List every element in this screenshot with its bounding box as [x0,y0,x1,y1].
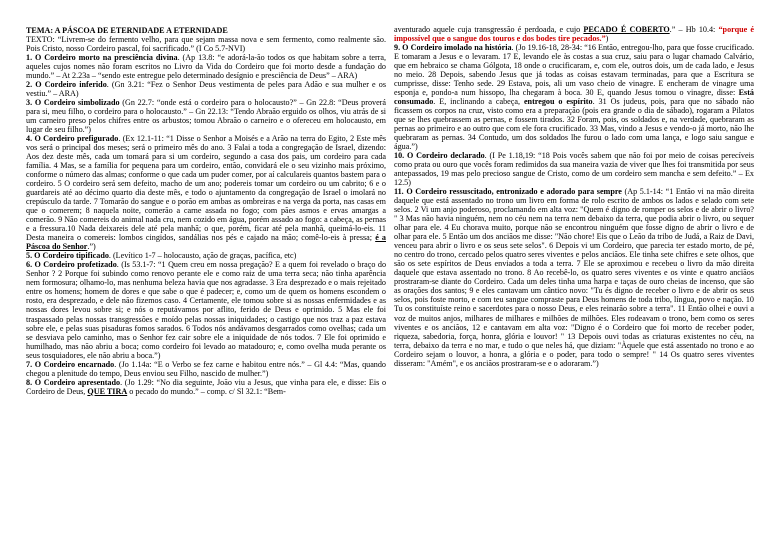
point-7 [26,360,386,378]
point-5 [26,251,386,260]
point-body: . (Ap 13.8: “e adorá-la-ão todos os que habitam sobre a terra, aqueles cujos nomes não foram escritos no Livro da Vida do Cordeiro que foi morto desde a fundação do mundo.” – At 2.23a – “sendo este entregue pelo determinado desígnio e presciência de Deus” – ARA) [26,53,386,81]
point-mid: . E, inclinando a cabeça, [433,97,524,107]
continuation-text: aventurado aquele cuja transgressão é perdoada, e cujo [394,25,584,34]
point-6 [26,260,386,359]
point-body: . (I Pe 1.18,19: “18 Pois vocês sabem que não foi por meio de coisas perecíveis como prata ou ouro que vocês foram redimidos da sua maneira vazia de viver que lhes foi transmitida por seus antepassados, 19 mas pelo precioso sangue de Cristo, como de um cordeiro sem mancha e sem defeito.” – Ex 12.5) [394,151,755,188]
point-emphasis-2: entregou o espírito [523,97,593,107]
point-1 [26,53,386,80]
continuation-emphasis: PECADO É COBERTO [583,25,670,34]
point-body: (Ap 5.1-14: “1 Então vi na mão direita daquele que está assentado no trono um livro em forma de rolo escrito de ambos os lados e selado com sete selos. 2 Vi um anjo poderoso, proclamando em alta voz: "Quem é digno de romper os selos e de abrir o livro? " 3 Mas não havia ninguém, nem no céu nem na terra nem debaixo da terra, que podia abrir o livro, ou sequer olhar para ele. 4 Eu chorava muito, porque não se encontrou ninguém que fosse digno de abrir o livro e de olhar para ele. 5 Então um dos anciãos me disse: "Não chore! Eis que o Leão da tribo de Judá, a Raiz de Davi, venceu para abrir o livro e os seus sete selos". 6 Depois vi um Cordeiro, que parecia ter estado morto, de pé, no centro do trono, cercado pelos quatro seres viventes e pelos anciãos. Ele tinha sete chifres e sete olhos, que são os sete espíritos de Deus enviados a toda a terra. 7 Ele se aproximou e recebeu o livro da mão direita daquele que estava assentado no trono. 8 Ao recebê-lo, os quatro seres viventes e os vinte e quatro anciãos prostraram-se diante do Cordeiro. Cada um deles tinha uma harpa e taças de ouro cheias de incenso, que são as orações dos santos; 9 e eles cantavam um cântico novo: "Tu és digno de receber o livro e de abrir os seus selos, pois foste morto, e com teu sangue compraste para Deus homens de toda tribo, língua, povo e nação. 10 Tu os constituíste reino e sacerdotes para o nosso Deus, e eles reinarão sobre a terra". 11 Então olhei e ouvi a voz de muitos anjos, milhares de milhares e milhões de milhões. Eles rodeavam o trono, bem como os seres viventes e os anciãos, 12 e cantavam em alta voz: "Digno é o Cordeiro que foi morto de receber poder, riqueza, sabedoria, força, honra, glória e louvor! " 13 Depois ouvi todas as criaturas existentes no céu, na terra, debaixo da terra e no mar, e tudo o que neles há, que diziam: "Àquele que está assentado no trono e ao Cordeiro sejam o louvor, a honra, a glória e o poder, para todo o sempre! " 14 Os quatro seres viventes disseram: "Amém", e os anciãos prostraram-se e o adoraram.”) [394,187,755,368]
point-heading: 3. O Cordeiro simbolizado [26,98,120,108]
point-tail: o pecado do mundo.” – comp. c/ Sl 32.1: “Bem- [127,386,286,396]
point-9 [394,43,754,151]
point-body: . (Jo 19.16-18, 28-34: “16 Então, entregou-lho, para que fosse crucificado. E tomaram a Jesus e o levaram. 17 E, levando ele às costas a sua cruz, saiu para o lugar chamado Calvário, que em hebraico se chama Gólgota, 18 onde o crucificaram, e, com ele, outros dois, um de cada lado, e Jesus no meio. 28 Depois, sabendo Jesus que já todas as coisas estavam terminadas, para que a Escritura se cumprisse, disse: Tenho sede. 29 Estava, pois, ali um vaso cheio de vinagre. E encheram de vinagre uma esponja e, pondo-a num hissopo, lha chegaram à boca. 30 E, quando Jesus tomou o vinagre, disse: [394,43,754,98]
point-heading: 7. O Cordeiro encarnado [26,359,115,369]
point-emphasis: QUE TIRA [87,386,128,396]
sermon-text: TEXTO: “Livrem-se do fermento velho, para que sejam massa nova e sem fermento, como realmente são. Pois Cristo, nosso Cordeiro pascal, foi sacrificado.” (I Co 5.7-NVI) [26,35,386,54]
point-body: . (Jo 1.29: “No dia seguinte, João viu a Jesus, que vinha para ele, e disse: Eis o Cordeiro de Deus, [26,377,387,396]
point-emphasis: é a Páscoa do Senhor [26,233,386,252]
point-emphasis: Está consumado [394,88,754,107]
point-11 [394,187,754,367]
point-3 [26,98,386,134]
left-column [26,26,386,396]
point-4 [26,134,386,251]
point-heading: 6. O Cordeiro profetizado [26,260,117,270]
point-body: . (Levítico 1-7 – holocausto, ação de graças, pacífica, etc) [108,251,297,261]
sermon-title: TEMA: A PÁSCOA DE ETERNIDADE A ETERNIDADE [26,26,228,35]
right-column [394,25,754,368]
point-heading: 1. O Cordeiro morto na presciência divina [26,53,178,63]
point-body: . (Jo 1.14a: “E o Verbo se fez carne e habitou entre nós.” – Gl 4.4: “Mas, quando chegou a plenitude do tempo, Deus enviou seu Filho, nascido de mulher.”) [26,359,386,378]
point-heading: 8. O Cordeiro apresentado [26,377,121,387]
continuation-mid: .” – Hb 10.4: [669,25,719,34]
point-heading: 5. O Cordeiro tipificado [26,251,109,261]
point-body: (Gn 22.7: “onde está o cordeiro para o holocausto?” – Gn 22.8: “Deus proverá para si, meu filho, o cordeiro para o holocausto.” – Gn 22.13: “Tendo Abraão erguido os olhos, viu atrás de si um carneiro preso pelos chifres entre os arbustos; tomou Abraão o carneiro e o ofereceu em holocausto, em lugar de seu filho.”) [26,98,386,135]
point-heading: 2. O Cordeiro inferido [26,80,107,90]
point-2 [26,80,386,98]
point-heading: 11. O Cordeiro ressuscitado, entronizado e adorado para sempre [394,187,622,197]
point-10 [394,151,754,187]
point-heading: 10. O Cordeiro declarado [394,151,485,161]
point-tail: . 31 Os judeus, pois, para que no sábado não ficassem os corpos na cruz, visto como era a preparação (pois era grande o dia de sábado), rogaram a Pilatos que se lhes quebrassem as pernas, e fossem tirados. 32 Foram, pois, os soldados e, na verdade, quebraram as pernas ao primeiro e ao outro que com ele fora crucificado. 33 Mas, vindo a Jesus e vendo-o já morto, não lhe quebraram as pernas. 34 Contudo, um dos soldados lhe furou o lado com uma lança, e logo saiu sangue e água.”) [394,97,755,152]
point-8 [26,378,386,396]
point-heading: 4. O Cordeiro prefigurado [26,134,119,144]
point-body: . (Ex 12.1-11: “1 Disse o Senhor a Moisés e a Arão na terra do Egito, 2 Este mês vos será o principal dos meses; será o primeiro mês do ano. 3 Falai a toda a congregação de Israel, dizendo: Aos dez deste mês, cada um tomará para si um cordeiro, segundo a casa dos pais, um cordeiro para cada família. 4 Mas, se a família for pequena para um cordeiro, então, convidará ele o seu vizinho mais próximo, conforme o número das almas; conforme o que cada um puder comer, por aí calculareis quantos bastem para o cordeiro. 5 O cordeiro será sem defeito, macho de um ano; podereis tomar um cordeiro ou um cabrito; 6 e o guardareis até ao décimo quarto dia deste mês, e todo o ajuntamento da congregação de Israel o imolará no crepúsculo da tarde. 7 Tomarão do sangue e o porão em ambas as ombreiras e na verga da porta, nas casas em que o comerem; 8 naquela noite, comerão a carne assada no fogo; com pães asmos e ervas amargas a comerão. 9 Não comereis do animal nada cru, nem cozido em água, porém assado ao fogo: a cabeça, as pernas e a fressura.10 Nada deixareis dele até pela manhã; o que, porém, ficar até pela manhã, queimá-lo-eis. 11 Desta maneira o comereis: lombos cingidos, sandálias nos pés e cajado na mão; comê-lo-eis à pressa; [26,134,386,243]
point-heading: 9. O Cordeiro imolado na história [394,43,512,53]
continuation-tail: ) [605,34,609,44]
continuation-paragraph [394,25,754,43]
point-body: . (Is 53.1-7: “1 Quem creu em nossa pregação? E a quem foi revelado o braço do Senhor ? 2 Porque foi subindo como renovo perante ele e como raiz de uma terra seca; não tinha aparência nem formosura; olhamo-lo, mas nenhuma beleza havia que nos agradasse. 3 Era desprezado e o mais rejeitado entre os homens; homem de dores e que sabe o que é padecer; e, como um de quem os homens escondem o rosto, era desprezado, e dele não fizemos caso. 4 Certamente, ele tomou sobre si as nossas enfermidades e as nossas dores levou sobre si; e nós o reputávamos por aflito, ferido de Deus e oprimido. 5 Mas ele foi traspassado pelas nossas transgressões e moído pelas nossas iniquidades; o castigo que nos traz a paz estava sobre ele, e pelas suas pisaduras fomos sarados. 6 Todos nós andávamos desgarrados como ovelhas; cada um se desviava pelo caminho, mas o Senhor fez cair sobre ele a iniquidade de nós todos. 7 Ele foi oprimido e humilhado, mas não abriu a boca; como cordeiro foi levado ao matadouro; e, como ovelha muda perante os seus tosquiadores, ele não abriu a boca.”) [26,260,387,360]
point-tail: .”) [87,242,96,252]
red-quote: “porque é impossível que o sangue dos touros e dos bodes tire pecados.” [394,25,755,44]
point-body: . (Gn 3.21: “Fez o Senhor Deus vestimenta de peles para Adão e sua mulher e os vestiu.” – ARA) [26,80,386,99]
